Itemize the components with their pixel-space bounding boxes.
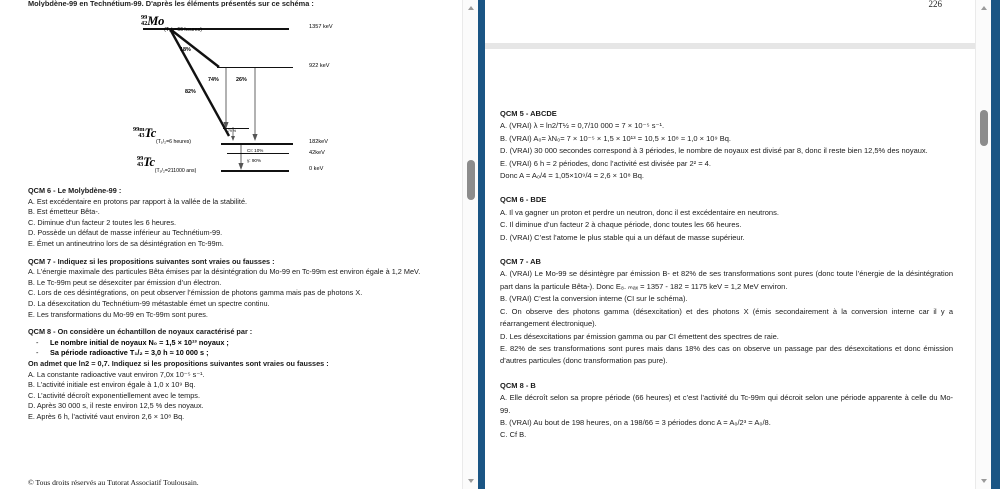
- branch-74: 74%: [208, 77, 219, 83]
- qcm7-item-e: E. Les transformations du Mo-99 en Tc-99m sont pures.: [28, 309, 208, 319]
- energy-label-182: 182keV: [309, 139, 328, 145]
- branch-82: 82%: [185, 89, 196, 95]
- tc99-symbol: Tc: [143, 154, 155, 169]
- qcm8-bullet-1: - Le nombre initial de noyaux N₀ = 1,5 × 10¹³ noyaux ;: [36, 337, 229, 347]
- tc99m-halflife: (T₁/₂=6 heures): [155, 139, 192, 145]
- right-document-pane: [485, 0, 975, 489]
- mo99-halflife: (T₁/₂=66 heures): [164, 27, 202, 33]
- energy-label-42: 42keV: [309, 150, 325, 156]
- triangle-down-icon: [981, 479, 987, 483]
- energy-label-0: 0 keV: [309, 166, 324, 172]
- answer-qcm7-d: D. Les désexcitations par émission gamma ou par CI émettent des spectres de raie.: [500, 331, 779, 341]
- emission-ci: CI: 10%: [247, 148, 264, 153]
- nuclide-label-tc99m: [133, 124, 192, 145]
- tc99m-symbol: Tc: [144, 125, 156, 140]
- energy-label-922: 922 keV: [309, 63, 330, 69]
- energy-label-1357: 1357 keV: [309, 24, 333, 30]
- nuclide-label-mo99: [141, 12, 202, 33]
- right-accent-rail: [991, 0, 1000, 489]
- tc99-z: 43: [137, 161, 144, 169]
- branch-26: 26%: [236, 77, 247, 83]
- spacer-2: [500, 244, 953, 256]
- qcm8-item-b: B. L’activité initiale est environ égale à 1,0 x 10⁹ Bq.: [28, 380, 196, 390]
- scroll-down-arrow-left[interactable]: [463, 473, 479, 489]
- qcm6-title: QCM 6 - Le Molybdène-99 :: [28, 186, 122, 195]
- qcm6-item-a: A. Est excédentaire en protons par rapport à la vallée de la stabilité.: [28, 196, 248, 206]
- qcm8-item-a: A. La constante radioactive vaut environ 7,0x 10⁻⁵ s⁻¹.: [28, 369, 205, 379]
- tc99m-mass: 99m: [133, 126, 145, 134]
- qcm7-item-c: C. Lors de ces désintégrations, on peut observer l’émission de photons gamma mais pas de photons X.: [28, 288, 363, 298]
- qcm8-item-e: E. Après 6 h, l’activité vaut environ 2,6 × 10⁸ Bq.: [28, 411, 185, 421]
- left-scrollbar-thumb[interactable]: [467, 160, 475, 200]
- emission-gamma: γ: 90%: [247, 158, 262, 163]
- answer-qcm8-title: QCM 8 - B: [500, 380, 536, 390]
- tc99m-z: 43: [138, 132, 145, 140]
- left-pane-scrollbar[interactable]: [462, 0, 478, 489]
- qcm6-item-b: B. Est émetteur Bêta-.: [28, 207, 100, 217]
- level-line-42: [227, 153, 289, 154]
- qcm8-bullet-2: - Sa période radioactive T₁/₂ = 3,0 h ≈ 10 000 s ;: [36, 348, 209, 358]
- qcm6-block: [28, 186, 444, 250]
- level-line-922: [217, 67, 293, 68]
- triangle-up-icon: [468, 6, 474, 10]
- answer-qcm6-title: QCM 6 - BDE: [500, 195, 547, 205]
- level-line-0: [221, 170, 289, 172]
- answer-qcm8-b: B. (VRAI) Au bout de 198 heures, on a 198/66 = 3 périodes donc A = A₀/2³ = A₀/8.: [500, 417, 771, 427]
- answer-qcm6-a: A. Il va gagner un proton et perdre un neutron, donc il est excédentaire en neutrons.: [500, 207, 779, 217]
- triangle-down-icon: [468, 479, 474, 483]
- scroll-up-arrow-left[interactable]: [463, 0, 479, 16]
- qcm6-item-e: E. Émet un antineutrino lors de sa désintégration en Tc-99m.: [28, 238, 224, 248]
- answer-qcm5-e: E. (VRAI) 6 h = 2 périodes, donc l’activité est divisée par 2² = 4.: [500, 158, 711, 168]
- answer-qcm7-title: QCM 7 - AB: [500, 257, 541, 267]
- qcm8-bullet-2-text: Sa période radioactive T₁/₂ = 3,0 h ≈ 10 000 s ;: [50, 348, 209, 358]
- answer-qcm8-c: C. Cf B.: [500, 430, 527, 440]
- branch-18: 18%: [180, 47, 191, 53]
- truncated-header-line: Molybdène-99 en Technétium-99. D'après les éléments présentés sur ce schéma :: [28, 0, 314, 7]
- qcm8-item-d: D. Après 30 000 s, il reste environ 12,5 % des noyaux.: [28, 401, 204, 411]
- answer-qcm6-d: D. (VRAI) C’est l’atome le plus stable qui a un défaut de masse supérieur.: [500, 232, 745, 242]
- right-scrollbar-thumb[interactable]: [980, 110, 988, 146]
- tc99-halflife: (T₁/₂=211000 ans): [154, 168, 197, 174]
- answer-qcm8-a: A. Elle décroît selon sa propre période (66 heures) et c’est l’activité du Tc-99m qui décroit selon une période apparente à celle du Mo-99.: [500, 393, 953, 415]
- page-number: 226: [928, 0, 942, 9]
- nuclide-label-tc99: [137, 153, 197, 174]
- answer-qcm5-b: B. (VRAI) A₀= λN₀= 7 × 10⁻⁵ × 1,5 × 10¹³ = 10,5 × 10⁸ ≈ 1,0 × 10⁹ Bq.: [500, 133, 731, 143]
- scroll-down-arrow-right[interactable]: [976, 473, 992, 489]
- qcm7-title: QCM 7 - Indiquez si les propositions suivantes sont vraies ou fausses :: [28, 256, 275, 266]
- answer-qcm7-c: C. On observe des photons gamma (désexcitation) et des photons X (émis secondairement à la conversion interne car il y a réarrangement électronique).: [500, 306, 953, 329]
- tc99-mass: 99: [137, 155, 144, 163]
- qcm6-item-c: C. Diminue d’un facteur 2 toutes les 6 heures.: [28, 217, 177, 227]
- answer-qcm7-b: B. (VRAI) C’est la conversion interne (CI sur le schéma).: [500, 294, 688, 304]
- left-footer-copyright: © Tous droits réservés au Tutorat Associatif Toulousain.: [28, 478, 199, 487]
- qcm8-block: [28, 327, 444, 422]
- level-line-182: [221, 143, 293, 145]
- right-document-content: [485, 0, 975, 442]
- qcm8-title: QCM 8 - On considère un échantillon de noyaux caractérisé par :: [28, 327, 253, 337]
- qcm8-lead: On admet que ln2 = 0,7. Indiquez si les propositions suivantes sont vraies ou fausses :: [28, 358, 329, 368]
- qcm7-item-b: B. Le Tc-99m peut se désexciter par émission d’un électron.: [28, 277, 222, 287]
- qcm8-item-c: C. L’activité décroît exponentiellement avec le temps.: [28, 390, 200, 400]
- qcm7-block: [28, 257, 444, 321]
- mo99-mass: 99: [141, 14, 148, 22]
- right-pane-scrollbar[interactable]: [975, 0, 991, 489]
- decay-scheme-diagram: [123, 11, 385, 179]
- qcm7-item-d: D. La désexcitation du Technétium-99 métastable émet un spectre continu.: [28, 298, 270, 308]
- answer-qcm7-e: E. 82% de ses transformations sont pures mais dans 18% des cas on observe un passage par des désexcitations et donc émission d’autres particules (donc transformation pas pure).: [500, 343, 953, 366]
- answer-qcm7-a: A. (VRAI) Le Mo-99 se désintègre par émission B- et 82% de ses transformations sont pures (donc toute l’énergie de la désintégration part dans la particule Bêta-). Donc E₈. ₘₐₓ = 1357 - 182 = 1175 keV = 1,2 MeV environ.: [500, 269, 953, 291]
- mo99-z: 42: [141, 20, 148, 28]
- qcm6-item-d: D. Possède un défaut de masse inférieur au Technétium-99.: [28, 228, 223, 238]
- answer-qcm5-title: QCM 5 - ABCDE: [500, 109, 557, 118]
- answer-qcm5-a: A. (VRAI) λ = ln2/T½ = 0,7/10 000 = 7 × 10⁻⁵ s⁻¹.: [500, 121, 665, 131]
- mo99-symbol: Mo: [147, 13, 165, 28]
- branch-79: 79 %: [227, 129, 237, 133]
- answer-qcm6-c: C. Il diminue d’un facteur 2 à chaque période, donc toutes les 66 heures.: [500, 220, 742, 230]
- answer-qcm5-d: D. (VRAI) 30 000 secondes correspond à 3 périodes, le nombre de noyaux est divisé par 8, donc il reste bien 12,5% des noyaux.: [500, 146, 928, 156]
- scroll-up-arrow-right[interactable]: [976, 0, 992, 16]
- spacer-3: [500, 368, 953, 380]
- left-accent-rail: [478, 0, 485, 489]
- spacer-1: [500, 182, 953, 194]
- left-document-pane: [0, 0, 462, 489]
- triangle-up-icon: [981, 6, 987, 10]
- qcm7-item-a: A. L’énergie maximale des particules Bêta émises par la désintégration du Mo-99 en Tc-99m est environ égale à 1,2 MeV.: [28, 267, 421, 277]
- left-document-content: [0, 0, 462, 422]
- answer-qcm5-donc: Donc A = A₀/4 = 1,05×10⁹/4 = 2,6 × 10⁸ Bq.: [500, 171, 644, 181]
- qcm8-bullet-1-text: Le nombre initial de noyaux N₀ = 1,5 × 10¹³ noyaux ;: [50, 337, 229, 347]
